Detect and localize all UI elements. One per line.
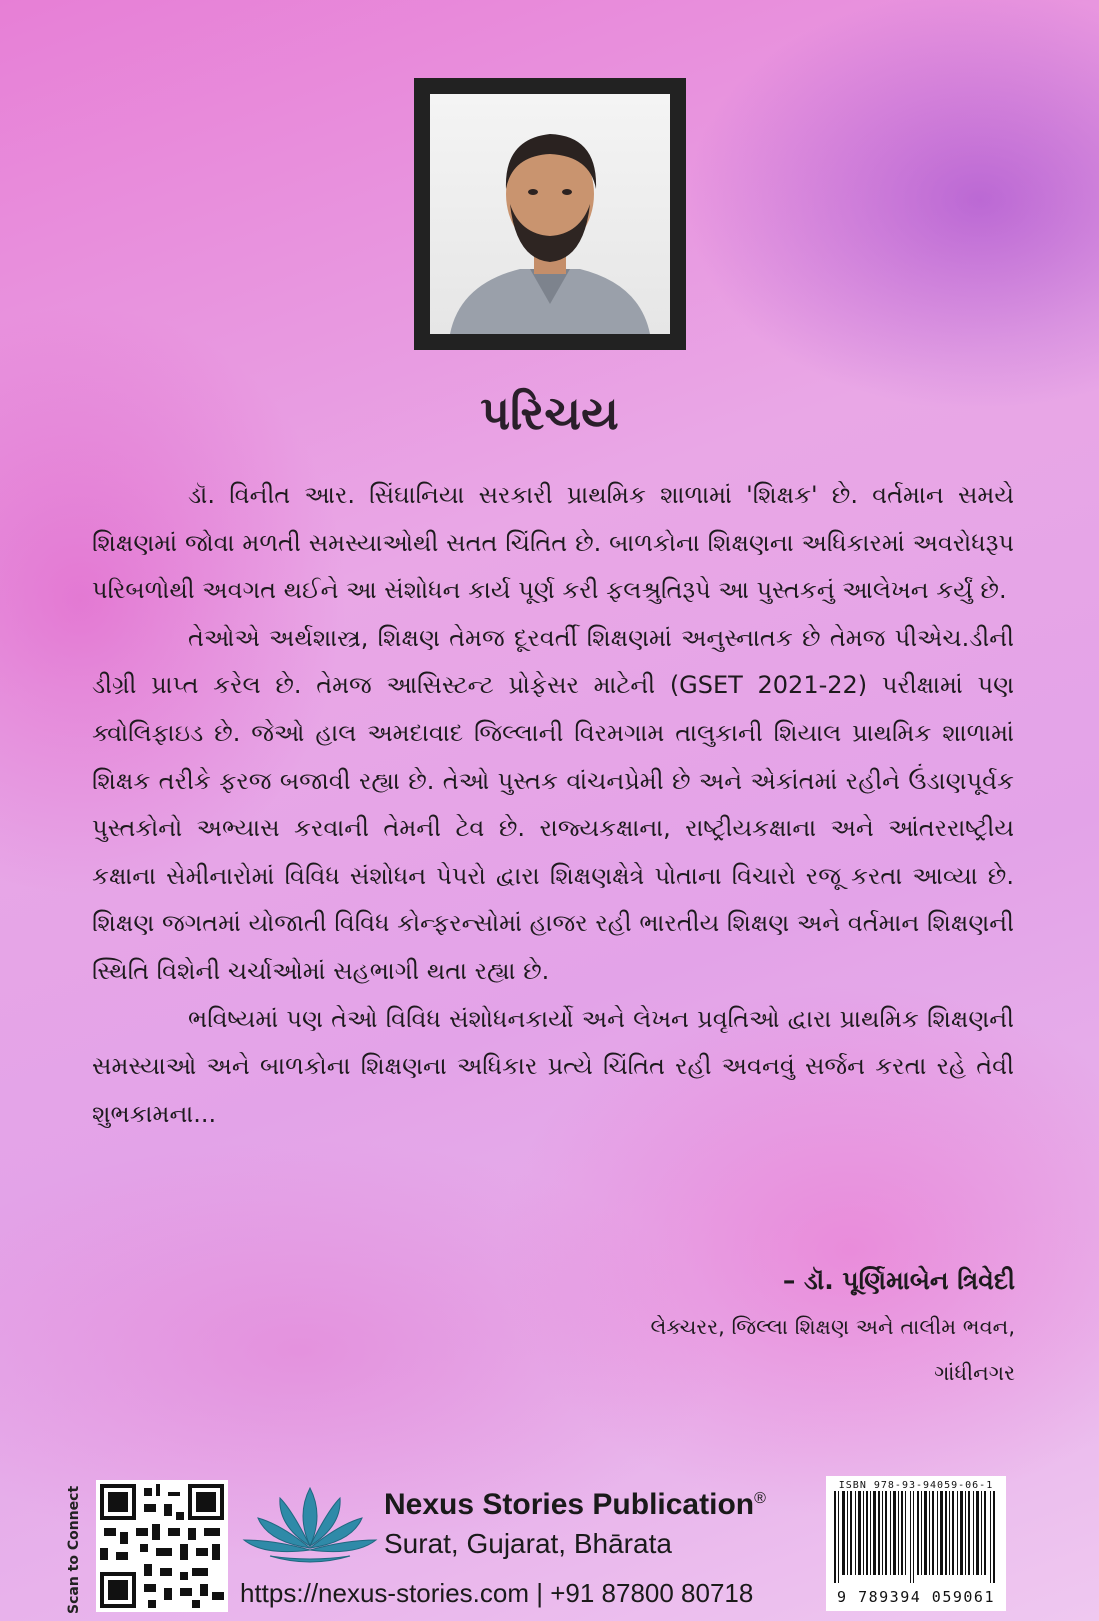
paragraph-2: તેઓએ અર્થશાસ્ત્ર, શિક્ષણ તેમજ દૂરવર્તી શિક્ષણમાં અનુસ્નાતક છે તેમજ પીએચ.ડીની ડીગ્રી પ્રાપ્ત કરેલ છે. તેમજ આસિસ્ટન્ટ પ્રોફેસર માટેની (GSET 2021-22) પરીક્ષામાં પણ ક્વોલિફાઇડ છે. જેઓ હાલ અમદાવાદ જિલ્લાની વિરમગામ તાલુકાની શિયાલ પ્રાથમિક શાળામાં શિક્ષક તરીકે ફરજ બજાવી રહ્યા છે. તેઓ પુસ્તક વાંચનપ્રેમી છે અને એકાંતમાં રહીને ઉંડાણપૂર્વક પુસ્તકોનો અભ્યાસ કરવાની તેમની ટેવ છે. રાજ્યકક્ષાના, રાષ્ટ્રીયકક્ષાના અને આંતરરાષ્ટ્રીય કક્ષાના સેમીનારોમાં વિવિધ સંશોધન પેપરો દ્વારા શિક્ષણક્ષેત્રે પોતાના વિચારો રજૂ કરતા આવ્યા છે. શિક્ષણ જગતમાં યોજાતી વિવિધ કોન્ફરન્સોમાં હાજર રહી ભારતીય શિક્ષણ અને વર્તમાન શિક્ષણની સ્થિતિ વિશેની ચર્ચાઓમાં સહભાગી થતા રહ્યા છે. — [92, 623, 1014, 985]
author-portrait-image — [430, 94, 670, 334]
scan-label: Scan to Connect — [66, 1485, 82, 1614]
isbn-label: ISBN 978-93-94059-06-1 — [838, 1480, 994, 1491]
signature-place: ગાંધીનગર — [934, 1361, 1015, 1385]
publisher-name-text: Nexus Stories Publication — [384, 1488, 755, 1521]
publisher-location: Surat, Gujarat, Bhārata — [384, 1528, 672, 1559]
signature-name: – ડૉ. પૂર્ણિમાબેન ત્રિવેદી — [782, 1266, 1015, 1295]
intro-body — [92, 472, 1014, 1138]
paragraph-3: ભવિષ્યમાં પણ તેઓ વિવિધ સંશોધનકાર્યો અને લેખન પ્રવૃતિઓ દ્વારા પ્રાથમિક શિક્ષણની સમસ્યાઓ અને બાળકોના શિક્ષણના અધિકાર પ્રત્યે ચિંતિત રહી અવનવું સર્જન કરતા રહે તેવી શુભકામના... — [92, 1004, 1014, 1128]
page-title: પરિચય — [480, 386, 619, 440]
signature-role: લેક્ચરર, જિલ્લા શિક્ષણ અને તાલીમ ભવન, — [650, 1315, 1015, 1339]
author-photo-frame — [414, 78, 686, 350]
publisher-contact[interactable]: https://nexus-stories.com | +91 87800 80718 — [240, 1578, 754, 1608]
registered-mark: ® — [754, 1490, 766, 1507]
qr-code-icon — [96, 1480, 228, 1612]
barcode-number: 9 789394 059061 — [837, 1588, 995, 1606]
lotus-logo — [240, 1480, 380, 1570]
isbn-barcode — [826, 1476, 1006, 1611]
paragraph-1: ડૉ. વિનીત આર. સિંઘાનિયા સરકારી પ્રાથમિક શાળામાં 'શિક્ષક' છે. વર્તમાન સમયે શિક્ષણમાં જોવા મળતી સમસ્યાઓથી સતત ચિંતિત છે. બાળકોના શિક્ષણના અધિકારમાં અવરોધરૂપ પરિબળોથી અવગત થઈને આ સંશોધન કાર્ય પૂર્ણ કરી ફલશ્રુતિરૂપે આ પુસ્તકનું આલેખન કર્યું છે. — [92, 481, 1014, 605]
author-photo — [430, 94, 670, 334]
barcode-icon — [832, 1491, 1000, 1583]
publisher-name — [384, 1488, 766, 1522]
lotus-icon — [240, 1480, 380, 1570]
signature-block — [415, 1258, 1015, 1396]
qr-code[interactable] — [96, 1480, 228, 1612]
